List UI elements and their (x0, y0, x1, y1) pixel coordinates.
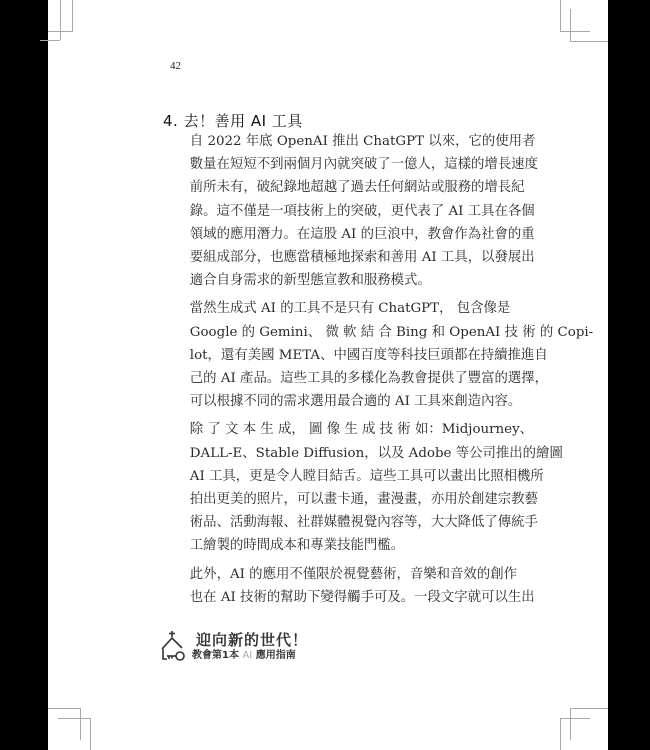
crop-mark (48, 31, 73, 32)
crop-mark (570, 41, 608, 42)
text-line: 除 了 文 本 生 成， 圖 像 生 成 技 術 如：Midjourney、 (189, 422, 534, 438)
crop-mark (570, 708, 571, 740)
paragraph-4 (163, 563, 535, 609)
crop-mark (40, 40, 60, 41)
paragraph-1 (163, 130, 538, 292)
text-line: 錄。這不僅是一項技術上的突破，更代表了 AI 工具在各個 (189, 203, 535, 219)
logo-subtitle-pre: 教會第1本 (192, 649, 239, 661)
text-line: 當然生成式 AI 的工具不是只有 ChatGPT， 包含像是 (189, 301, 511, 317)
crop-mark (60, 0, 61, 40)
church-key-icon (160, 630, 188, 662)
body-text (163, 130, 594, 614)
book-logo (160, 630, 308, 662)
logo-subtitle-post: 應用指南 (255, 649, 296, 661)
text-line: 領域的應用潛力。在這股 AI 的巨浪中，教會作為社會的重 (189, 226, 535, 242)
text-line: 也在 AI 技術的幫助下變得觸手可及。一段文字就可以生出 (189, 589, 535, 605)
page-number: 42 (170, 60, 181, 72)
logo-title: 迎向新的世代！ (196, 630, 309, 649)
text-line: 自 2022 年底 OpenAI 推出 ChatGPT 以來，它的使用者 (189, 134, 536, 149)
crop-mark (560, 31, 590, 32)
crop-mark (560, 718, 561, 750)
text-line: DALL-E、Stable Diffusion，以及 Adobe 等公司推出的繪圖 (189, 445, 563, 461)
text-line: 術品、活動海報、社群媒體視覺內容等，大大降低了傳統手 (189, 515, 538, 531)
text-line: 工繪製的時間成本和專業技能門檻。 (189, 538, 405, 554)
text-line: AI 工具，更是令人瞠目結舌。這些工具可以畫出比照相機所 (189, 468, 544, 484)
crop-mark (48, 708, 80, 709)
paragraph-2 (163, 297, 594, 413)
logo-text (192, 631, 308, 662)
section-heading: 4. 去！善用 AI 工具 (163, 112, 303, 130)
text-line: 拍出更美的照片，可以畫卡通，畫漫畫，亦用於創建宗教藝 (189, 492, 538, 508)
text-line: 前所未有，破紀錄地超越了過去任何網站或服務的增長紀 (189, 180, 525, 196)
logo-subtitle-ai: AI (242, 649, 253, 661)
crop-mark (560, 0, 561, 31)
text-line: 己的 AI 產品。這些工具的多樣化為教會提供了豐富的選擇， (189, 371, 549, 387)
text-line: 此外，AI 的應用不僅限於視覺藝術，音樂和音效的創作 (189, 566, 517, 582)
crop-mark (560, 718, 590, 719)
text-line: Google 的 Gemini、 微 軟 結 合 Bing 和 OpenAI 技 術 的 Copi- (189, 324, 594, 340)
logo-subtitle (192, 649, 308, 662)
text-line: 可以根據不同的需求選用最合適的 AI 工具來創造內容。 (189, 394, 522, 410)
crop-mark (72, 0, 73, 31)
crop-mark (90, 718, 91, 750)
crop-mark (58, 718, 90, 719)
paragraph-3 (163, 418, 563, 557)
text-line: 要組成部分，也應當積極地探索和善用 AI 工具，以發展出 (189, 250, 535, 266)
crop-mark (80, 708, 81, 740)
crop-mark (570, 708, 608, 709)
text-line: 數量在短短不到兩個月內就突破了一億人，這樣的增長速度 (189, 157, 538, 173)
text-line: lot，還有美國 META、中國百度等科技巨頭都在持續推進自 (189, 347, 548, 363)
crop-mark (570, 9, 571, 41)
text-line: 適合自身需求的新型態宣教和服務模式。 (189, 273, 431, 289)
